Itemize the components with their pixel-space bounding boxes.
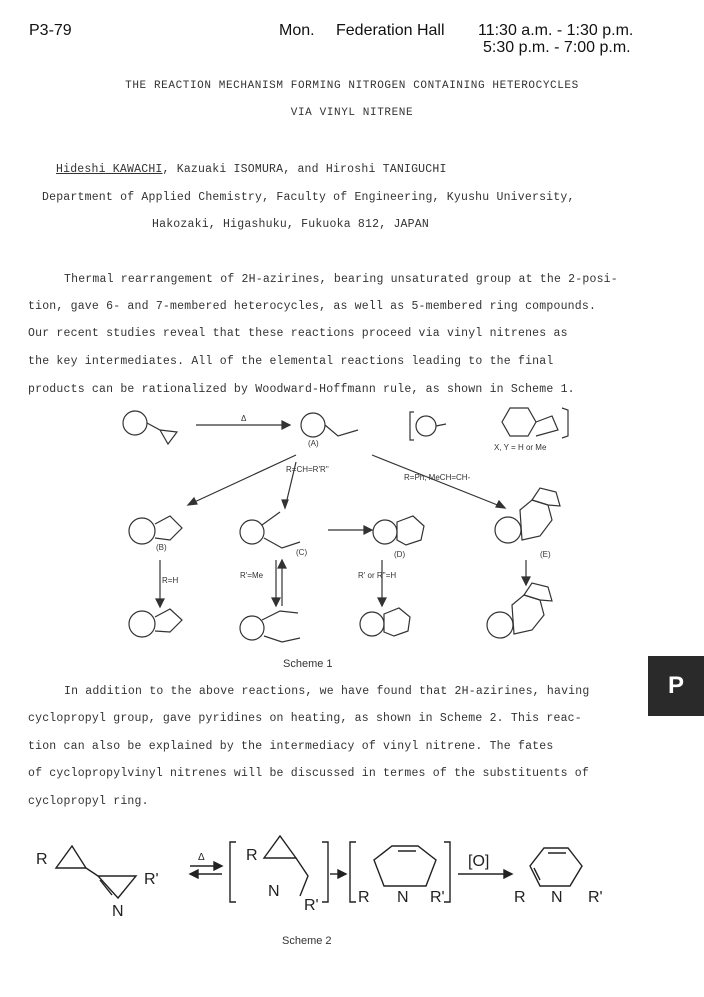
para2-line: cyclopropyl group, gave pyridines on heating, as shown in Scheme 2. This reac- <box>28 712 582 725</box>
co-authors: , Kazuaki ISOMURA, and Hiroshi TANIGUCHI <box>162 163 447 176</box>
cond-rme: R'=Me <box>240 571 264 580</box>
para2-line: of cyclopropylvinyl nitrenes will be discussed in termes of the substituents of <box>28 767 589 780</box>
ring-b <box>129 518 155 544</box>
delta-label: Δ <box>241 414 247 423</box>
cond-left: R=CH=R'R'' <box>286 465 329 474</box>
para1-line: tion, gave 6- and 7-membered heterocycles, as well as 5-membered ring compounds. <box>28 300 597 313</box>
s2-rprime-3: R' <box>430 889 445 906</box>
s2-r-3: R <box>358 889 370 906</box>
s2-n-1: N <box>112 903 124 920</box>
affiliation-line-2: Hakozaki, Higashuku, Fukuoka 812, JAPAN <box>152 218 429 231</box>
label-e: (E) <box>540 550 551 559</box>
para2-line: In addition to the above reactions, we have found that 2H-azirines, having <box>64 685 590 698</box>
affiliation-line-1: Department of Applied Chemistry, Faculty of Engineering, Kyushu University, <box>42 191 575 204</box>
session-day: Mon. <box>279 22 315 39</box>
para2-line: cyclopropyl ring. <box>28 795 149 808</box>
s2-r-4: R <box>514 889 526 906</box>
para1-line: products can be rationalized by Woodward-Hoffmann rule, as shown in Scheme 1. <box>28 383 575 396</box>
session-time-2: 5:30 p.m. - 7:00 p.m. <box>483 39 631 56</box>
session-venue: Federation Hall <box>336 22 445 39</box>
s2-rprime-1: R' <box>144 871 159 888</box>
cond-right: R=Ph, MeCH=CH- <box>404 473 471 482</box>
scheme-2-caption: Scheme 2 <box>282 935 332 947</box>
para1-line: Our recent studies reveal that these reactions proceed via vinyl nitrenes as <box>28 327 568 340</box>
ring-d <box>373 520 397 544</box>
start-ring <box>123 411 147 435</box>
session-time-1: 11:30 a.m. - 1:30 p.m. <box>478 22 634 39</box>
abstract-code: P3-79 <box>29 22 72 39</box>
azirine-ring <box>98 876 136 898</box>
s2-n-3: N <box>397 889 409 906</box>
label-a: (A) <box>308 439 319 448</box>
ring-c <box>240 520 264 544</box>
label-c: (C) <box>296 548 308 557</box>
benzo-ring <box>502 408 536 436</box>
s2-rprime-2: R' <box>304 897 319 914</box>
scheme-2-diagram <box>56 836 582 902</box>
dihydropyridine-ring <box>374 846 436 886</box>
s2-oxidant: [O] <box>468 853 490 870</box>
s2-n-2: N <box>268 883 280 900</box>
s2-r-1: R <box>36 851 48 868</box>
para2-line: tion can also be explained by the intermediacy of vinyl nitrene. The fates <box>28 740 554 753</box>
s2-rprime-4: R' <box>588 889 603 906</box>
arrow-to-b <box>188 455 296 505</box>
s2-r-2: R <box>246 847 258 864</box>
cond-rr: R' or R''=H <box>358 571 397 580</box>
section-tab: P <box>648 656 704 716</box>
ring-e <box>495 517 521 543</box>
presenting-author: Hideshi KAWACHI <box>56 163 163 176</box>
nitrene-ring <box>301 413 325 437</box>
cond-rh: R=H <box>162 576 179 585</box>
label-d: (D) <box>394 550 406 559</box>
s2-delta: Δ <box>198 852 205 863</box>
label-b: (B) <box>156 543 167 552</box>
para1-line: the key intermediates. All of the elemental reactions leading to the final <box>28 355 554 368</box>
s2-n-4: N <box>551 889 563 906</box>
xy-note: X, Y = H or Me <box>494 443 547 452</box>
paper-title-line-2: VIA VINYL NITRENE <box>290 107 414 119</box>
paper-title-line-1: THE REACTION MECHANISM FORMING NITROGEN CONTAINING HETEROCYCLES <box>125 80 579 92</box>
para1-line: Thermal rearrangement of 2H-azirines, bearing unsaturated group at the 2-posi- <box>64 273 618 286</box>
scheme-1-caption: Scheme 1 <box>283 658 333 670</box>
